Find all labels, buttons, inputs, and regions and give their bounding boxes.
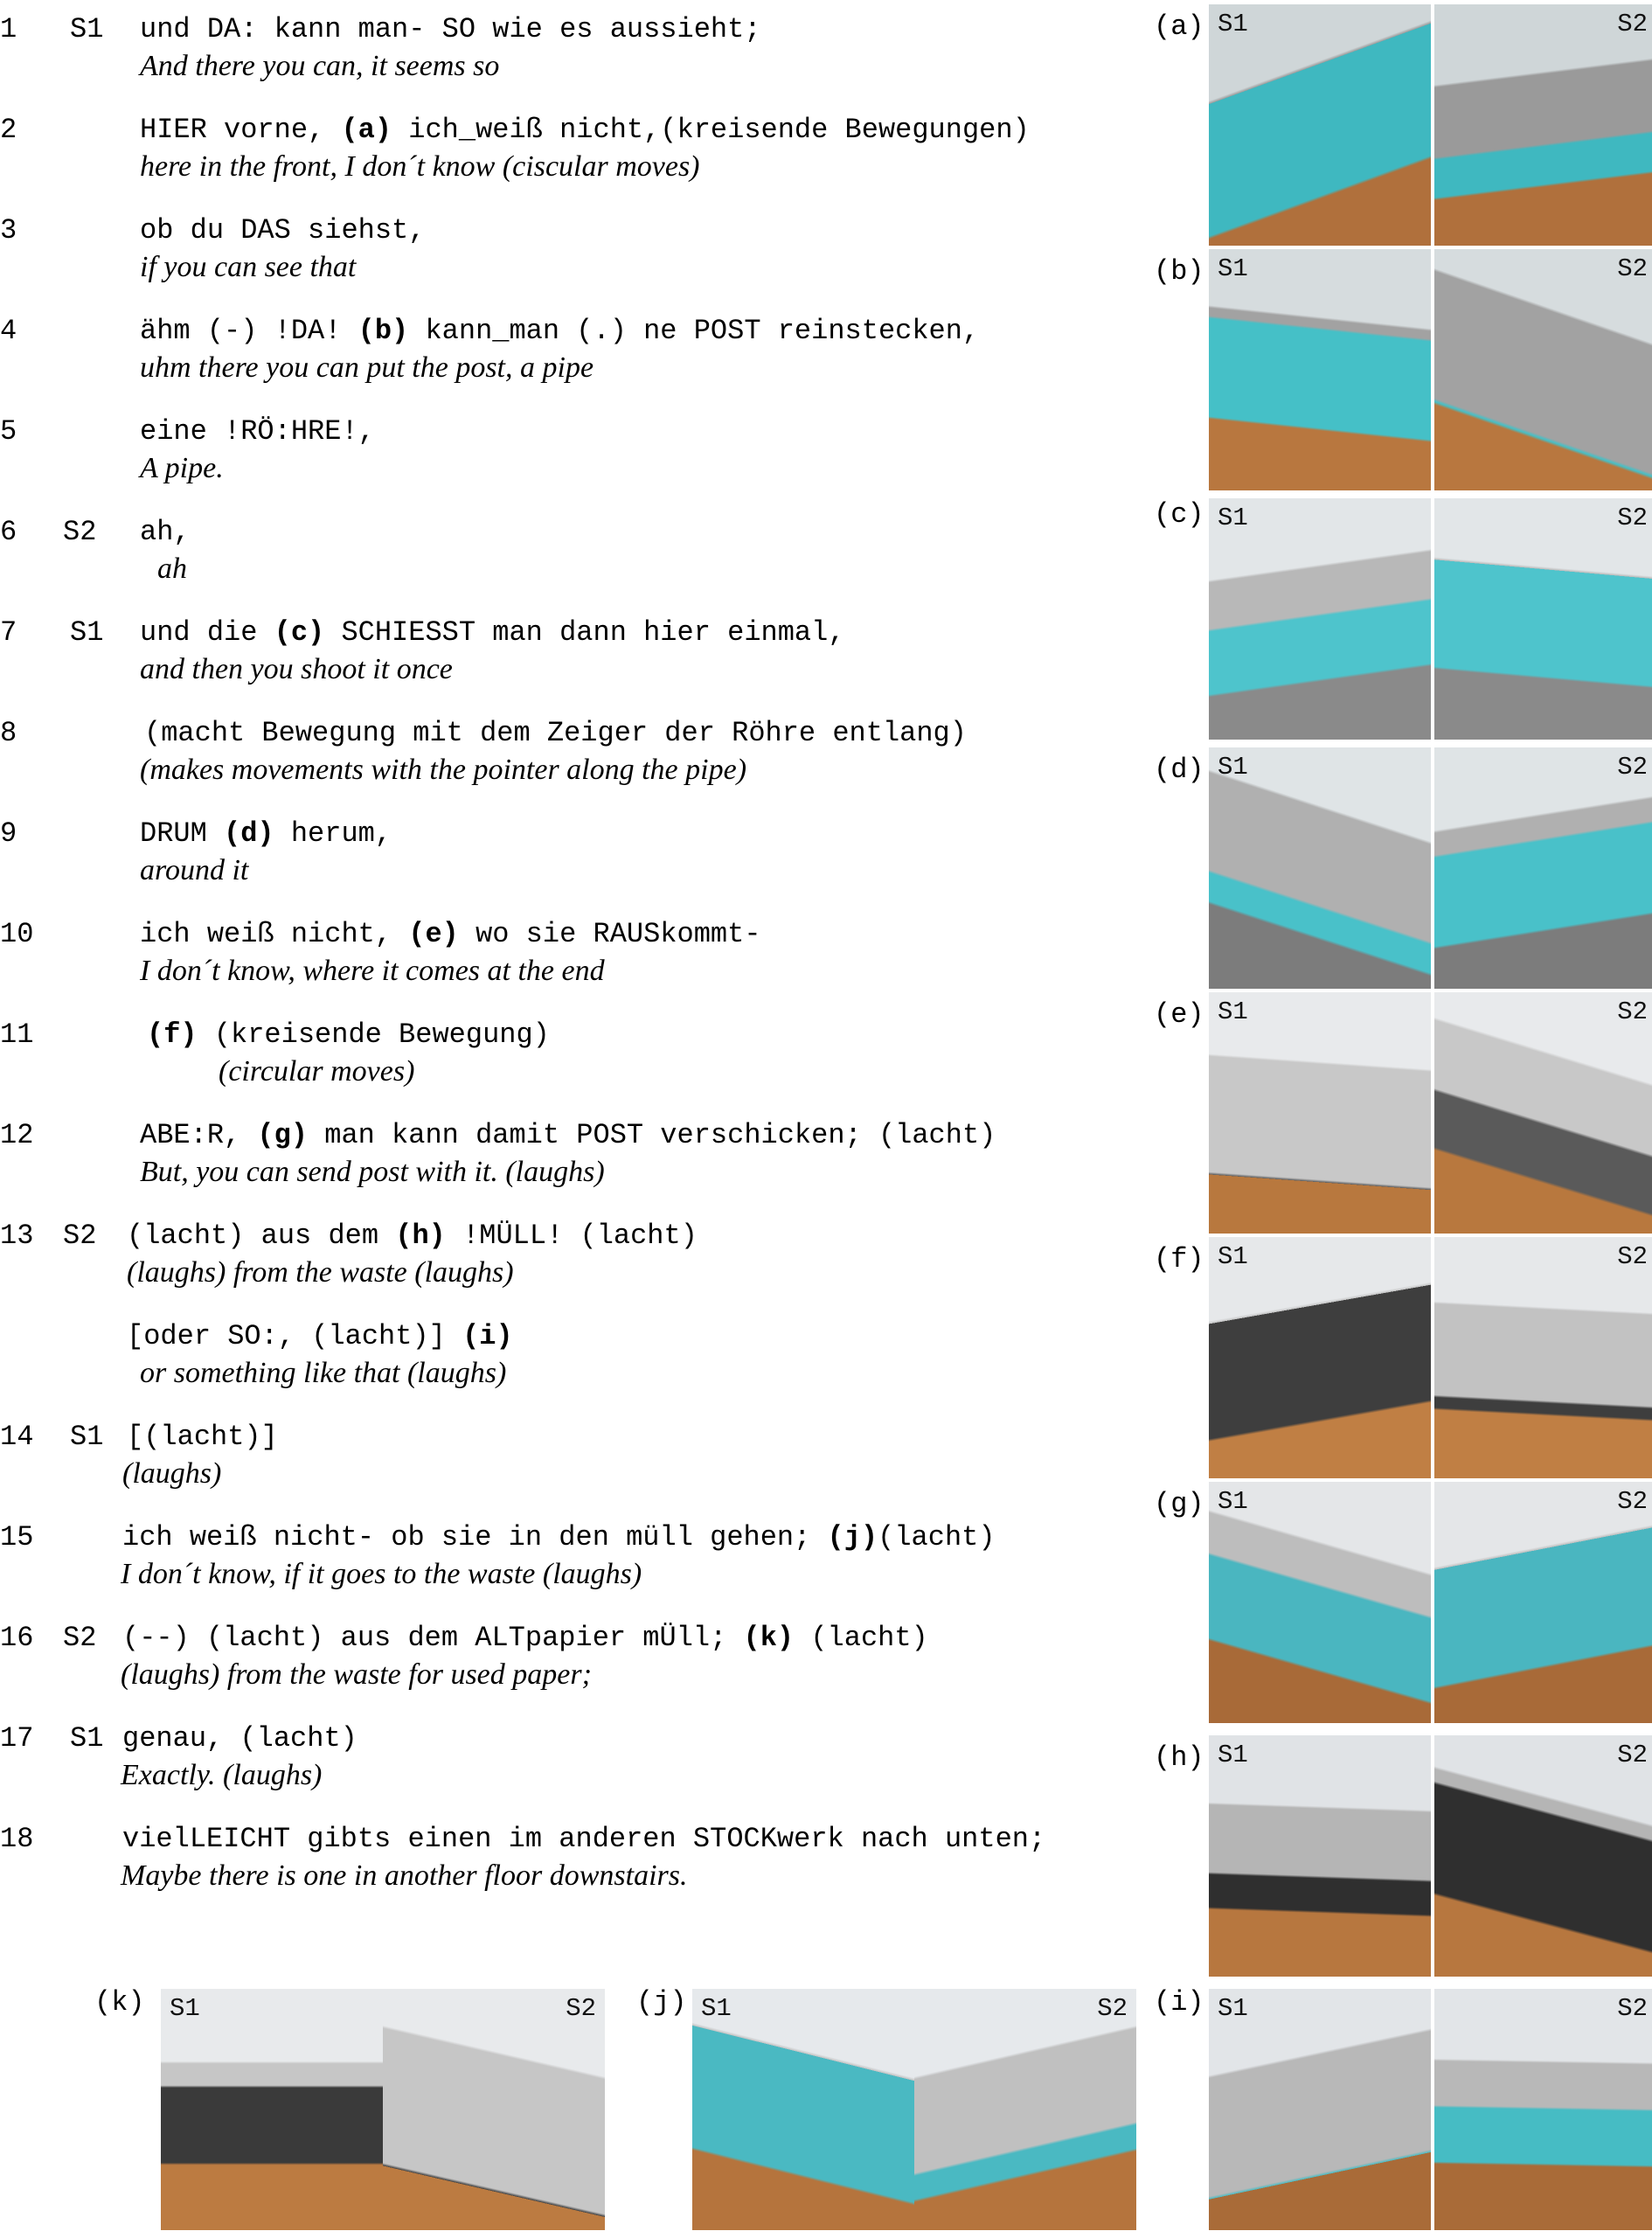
frame-reference: (a): [341, 114, 392, 146]
utterance-text: HIER vorne,: [140, 114, 342, 146]
line-number: 16: [0, 1622, 34, 1654]
line-number: 3: [0, 214, 17, 247]
frame-reference: (c): [274, 616, 325, 649]
utterance-text: [(lacht)]: [127, 1421, 278, 1453]
participant-caption: S1: [1218, 1741, 1248, 1769]
english-translation: And there you can, it seems so: [140, 50, 500, 82]
speaker-label: S1: [70, 1722, 104, 1755]
line-number: 5: [0, 415, 17, 448]
line-number: 1: [0, 13, 17, 45]
german-utterance: [127, 1320, 513, 1352]
participant-caption: S2: [1617, 753, 1648, 782]
vr-view-s2-image: [1434, 1735, 1652, 1977]
speaker-label: S1: [70, 616, 104, 649]
frame-label: (c): [1154, 498, 1204, 531]
english-translation: ah: [157, 553, 187, 585]
line-number: 14: [0, 1421, 34, 1453]
speaker-label: S1: [70, 13, 104, 45]
frame-label: (b): [1154, 255, 1204, 288]
frame-label: (j): [636, 1986, 687, 2019]
line-number: 2: [0, 114, 17, 146]
german-utterance: [122, 1722, 357, 1755]
vr-view-s1-image: [1209, 1989, 1431, 2230]
participant-caption: S2: [1617, 504, 1648, 532]
german-utterance: [127, 1220, 698, 1252]
frame-reference: (i): [462, 1320, 513, 1352]
german-utterance: [127, 1421, 278, 1453]
utterance-text: (lacht): [878, 1521, 996, 1553]
participant-caption: S1: [170, 1994, 200, 2023]
german-utterance: [140, 214, 425, 247]
german-utterance: [122, 1521, 996, 1553]
frame-reference: (f): [147, 1018, 198, 1051]
utterance-text: ich weiß nicht,: [140, 918, 409, 950]
english-translation: (laughs) from the waste (laughs): [127, 1256, 514, 1289]
participant-caption: S1: [1218, 1994, 1248, 2023]
utterance-text: und die: [140, 616, 274, 649]
line-number: 6: [0, 516, 17, 548]
german-utterance: [140, 315, 979, 347]
german-utterance: [147, 1018, 550, 1051]
english-translation: or something like that (laughs): [140, 1357, 507, 1389]
line-number: 15: [0, 1521, 34, 1553]
line-number: 8: [0, 717, 17, 749]
frame-reference: (h): [395, 1220, 446, 1252]
participant-caption: S1: [1218, 10, 1248, 38]
frame-reference: (b): [357, 315, 409, 347]
utterance-text: DRUM: [140, 817, 225, 850]
vr-view-s1-image: [1209, 747, 1431, 989]
german-utterance: [140, 415, 375, 448]
german-utterance: [140, 13, 761, 45]
utterance-text: man kann damit POST verschicken; (lacht): [308, 1119, 996, 1151]
vr-view-s2-image: [1434, 747, 1652, 989]
participant-caption: S2: [1617, 997, 1648, 1026]
english-translation: around it: [140, 854, 249, 886]
line-number: 4: [0, 315, 17, 347]
line-number: 17: [0, 1722, 34, 1755]
line-number: 18: [0, 1823, 34, 1855]
frame-reference: (k): [743, 1622, 795, 1654]
english-translation: But, you can send post with it. (laughs): [140, 1156, 605, 1188]
participant-caption: S2: [1617, 1242, 1648, 1271]
participant-caption: S1: [1218, 1487, 1248, 1516]
participant-caption: S2: [1617, 1487, 1648, 1516]
utterance-text: SCHIESST man dann hier einmal,: [324, 616, 845, 649]
frame-label: (i): [1154, 1986, 1204, 2019]
german-utterance: [140, 516, 191, 548]
utterance-text: [oder SO:, (lacht)]: [127, 1320, 463, 1352]
speaker-label: S2: [63, 516, 97, 548]
vr-view-s2-image: [1434, 498, 1652, 740]
vr-view-s2-image: [914, 1989, 1136, 2230]
frame-label: (k): [94, 1986, 145, 2019]
german-utterance: [140, 616, 845, 649]
english-translation: I don´t know, if it goes to the waste (laughs): [121, 1558, 642, 1590]
utterance-text: ah,: [140, 516, 191, 548]
english-translation: (makes movements with the pointer along the pipe): [140, 754, 747, 786]
line-number: 13: [0, 1220, 34, 1252]
participant-caption: S1: [1218, 753, 1248, 782]
utterance-text: genau, (lacht): [122, 1722, 357, 1755]
participant-caption: S1: [1218, 504, 1248, 532]
utterance-text: (kreisende Bewegung): [197, 1018, 550, 1051]
english-translation: and then you shoot it once: [140, 653, 453, 685]
vr-view-s2-image: [1434, 992, 1652, 1234]
frame-label: (a): [1154, 10, 1204, 43]
german-utterance: [140, 817, 392, 850]
english-translation: I don´t know, where it comes at the end: [140, 955, 605, 987]
english-translation: uhm there you can put the post, a pipe: [140, 351, 594, 384]
frame-reference: (d): [224, 817, 274, 850]
participant-caption: S1: [1218, 997, 1248, 1026]
german-utterance: [140, 918, 761, 950]
utterance-text: (--) (lacht) aus dem ALTpapier mÜll;: [122, 1622, 744, 1654]
english-translation: (circular moves): [219, 1055, 415, 1088]
frame-label: (d): [1154, 754, 1204, 786]
english-translation: if you can see that: [140, 251, 357, 283]
vr-view-s1-image: [1209, 1735, 1431, 1977]
english-translation: A pipe.: [140, 452, 224, 484]
line-number: 9: [0, 817, 17, 850]
utterance-text: herum,: [274, 817, 392, 850]
german-utterance: [144, 717, 967, 749]
utterance-text: kann_man (.) ne POST reinstecken,: [408, 315, 980, 347]
line-number: 7: [0, 616, 17, 649]
frame-reference: (j): [827, 1521, 878, 1553]
vr-view-s2-image: [1434, 1237, 1652, 1478]
utterance-text: ich weiß nicht- ob sie in den müll gehen;: [122, 1521, 828, 1553]
frame-label: (h): [1154, 1741, 1204, 1774]
participant-caption: S1: [701, 1994, 732, 2023]
vr-view-s1-image: [161, 1989, 383, 2230]
utterance-text: (macht Bewegung mit dem Zeiger der Röhre entlang): [144, 717, 967, 749]
utterance-text: ob du DAS siehst,: [140, 214, 426, 247]
utterance-text: wo sie RAUSkommt-: [458, 918, 761, 950]
frame-reference: (g): [257, 1119, 309, 1151]
german-utterance: [140, 114, 1030, 146]
speaker-label: S2: [63, 1622, 97, 1654]
german-utterance: [140, 1119, 996, 1151]
vr-view-s2-image: [1434, 249, 1652, 490]
vr-view-s1-image: [1209, 992, 1431, 1234]
frame-reference: (e): [408, 918, 459, 950]
vr-view-s1-image: [1209, 1482, 1431, 1723]
vr-view-s2-image: [1434, 1482, 1652, 1723]
participant-caption: S2: [1617, 10, 1648, 38]
participant-caption: S2: [1097, 1994, 1128, 2023]
english-translation: Exactly. (laughs): [121, 1759, 323, 1791]
utterance-text: ABE:R,: [140, 1119, 258, 1151]
vr-view-s2-image: [1434, 1989, 1652, 2230]
utterance-text: und DA: kann man- SO wie es aussieht;: [140, 13, 761, 45]
vr-view-s1-image: [1209, 4, 1431, 246]
english-translation: (laughs) from the waste for used paper;: [121, 1658, 592, 1691]
vr-view-s1-image: [692, 1989, 914, 2230]
speaker-label: S1: [70, 1421, 104, 1453]
utterance-text: ich_weiß nicht,(kreisende Bewegungen): [392, 114, 1030, 146]
utterance-text: (lacht) aus dem: [127, 1220, 396, 1252]
frame-label: (g): [1154, 1488, 1204, 1520]
vr-view-s2-image: [1434, 4, 1652, 246]
english-translation: Maybe there is one in another floor downstairs.: [121, 1859, 688, 1892]
vr-view-s2-image: [383, 1989, 605, 2230]
line-number: 12: [0, 1119, 34, 1151]
german-utterance: [122, 1622, 928, 1654]
utterance-text: (lacht): [794, 1622, 928, 1654]
utterance-text: !MÜLL! (lacht): [445, 1220, 698, 1252]
participant-caption: S2: [1617, 1994, 1648, 2023]
participant-caption: S2: [1617, 254, 1648, 283]
line-number: 10: [0, 918, 34, 950]
german-utterance: [122, 1823, 1045, 1855]
frame-label: (f): [1154, 1243, 1204, 1275]
utterance-text: eine !RÖ:HRE!,: [140, 415, 375, 448]
participant-caption: S1: [1218, 254, 1248, 283]
participant-caption: S2: [1617, 1741, 1648, 1769]
frame-label: (e): [1154, 998, 1204, 1031]
vr-view-s1-image: [1209, 498, 1431, 740]
vr-view-s1-image: [1209, 1237, 1431, 1478]
vr-view-s1-image: [1209, 249, 1431, 490]
english-translation: here in the front, I don´t know (ciscular moves): [140, 150, 700, 183]
participant-caption: S2: [566, 1994, 596, 2023]
participant-caption: S1: [1218, 1242, 1248, 1271]
english-translation: (laughs): [122, 1457, 222, 1490]
speaker-label: S2: [63, 1220, 97, 1252]
utterance-text: ähm (-) !DA!: [140, 315, 358, 347]
utterance-text: vielLEICHT gibts einen im anderen STOCKwerk nach unten;: [122, 1823, 1046, 1855]
line-number: 11: [0, 1018, 34, 1051]
